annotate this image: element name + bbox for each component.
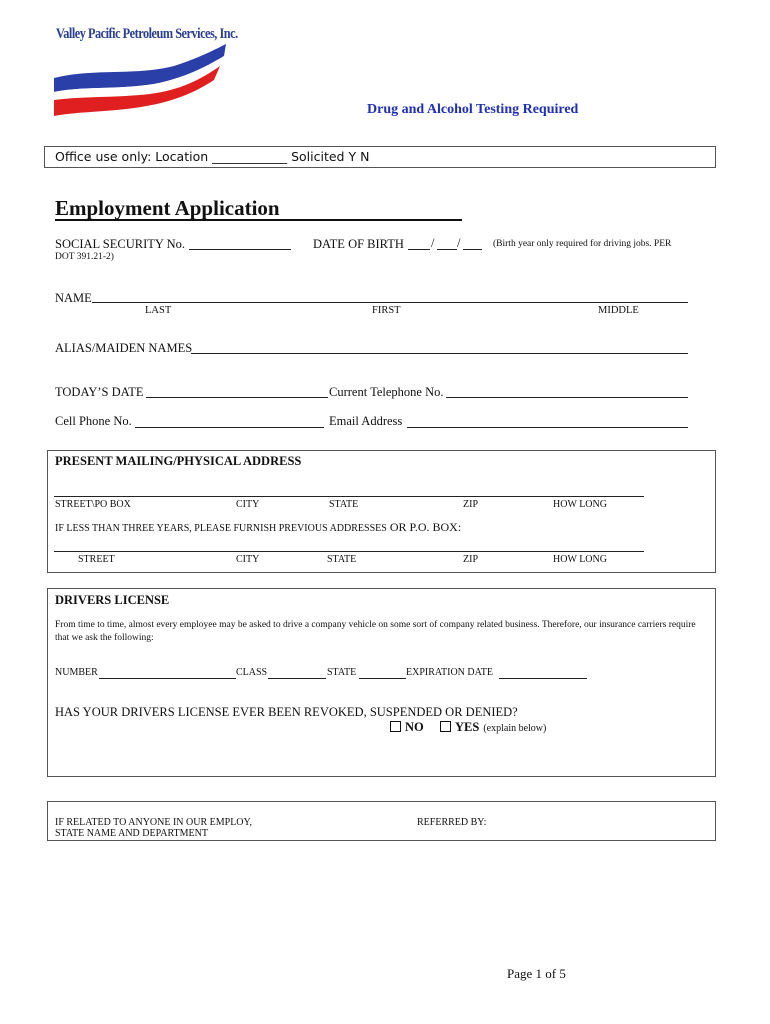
drug-testing-notice: Drug and Alcohol Testing Required <box>367 102 579 117</box>
license-state-field[interactable] <box>359 666 406 679</box>
prev-howlong-label: HOW LONG <box>553 554 607 565</box>
prev-city-label: CITY <box>236 554 260 565</box>
referred-by-label: REFERRED BY: <box>417 817 487 828</box>
title-underline <box>55 219 462 221</box>
address-section <box>47 450 716 573</box>
license-number-field[interactable] <box>99 666 236 679</box>
license-number-label: NUMBER <box>55 667 98 678</box>
checkbox-icon[interactable] <box>440 721 451 732</box>
today-date-label: TODAY’S DATE <box>55 385 144 399</box>
related-label-line2: STATE NAME AND DEPARTMENT <box>55 828 208 839</box>
ssn-field[interactable] <box>189 235 291 250</box>
phone-field[interactable] <box>446 383 688 398</box>
license-heading: DRIVERS LICENSE <box>55 593 170 607</box>
name-first-label: FIRST <box>372 305 401 316</box>
office-use-text: Office use only: Location ____________ Solicited Y N <box>55 149 370 164</box>
address-heading: PRESENT MAILING/PHYSICAL ADDRESS <box>55 454 302 468</box>
address-street-label: STREET\PO BOX <box>55 499 131 510</box>
flag-swoosh-icon <box>54 38 234 118</box>
license-intro: From time to time, almost every employee may be asked to drive a company vehicle on some sort of company related business. Therefore, our insurance carriers require that we ask the following: <box>55 620 696 643</box>
page-title: Employment Application <box>55 196 280 220</box>
drivers-license-section <box>47 588 716 777</box>
address-line-1[interactable] <box>54 482 644 497</box>
address-state-label: STATE <box>329 499 359 510</box>
email-field[interactable] <box>407 413 688 428</box>
alias-field[interactable] <box>191 339 688 354</box>
ssn-label: SOCIAL SECURITY No. <box>55 237 185 251</box>
dob-sep-2: / <box>457 236 461 250</box>
checkbox-icon[interactable] <box>390 721 401 732</box>
dob-label: DATE OF BIRTH <box>313 237 404 251</box>
company-logo <box>54 24 238 119</box>
dob-sep-1: / <box>431 236 435 250</box>
dob-note-cont: DOT 391.21-2) <box>55 252 114 262</box>
email-label: Email Address <box>329 414 403 428</box>
address-line-2[interactable] <box>54 537 644 552</box>
address-city-label: CITY <box>236 499 260 510</box>
license-class-label: CLASS <box>236 667 268 678</box>
license-yes-option[interactable]: YES (explain below) <box>440 718 546 736</box>
previous-address-note: IF LESS THAN THREE YEARS, PLEASE FURNISH PREVIOUS ADDRESSES OR P.O. BOX: <box>55 520 462 534</box>
prev-state-label: STATE <box>327 554 357 565</box>
prev-zip-label: ZIP <box>463 554 478 565</box>
name-field[interactable] <box>92 288 688 303</box>
related-label-line1: IF RELATED TO ANYONE IN OUR EMPLOY, <box>55 817 252 828</box>
page-number: Page 1 of 5 <box>507 966 566 981</box>
office-use-box <box>44 146 716 168</box>
company-name: Valley Pacific Petroleum Services, Inc. <box>56 26 238 42</box>
alias-label: ALIAS/MAIDEN NAMES <box>55 341 193 355</box>
license-class-field[interactable] <box>268 666 326 679</box>
dob-day-field[interactable] <box>437 235 457 250</box>
address-howlong-label: HOW LONG <box>553 499 607 510</box>
address-zip-label: ZIP <box>463 499 478 510</box>
cell-label: Cell Phone No. <box>55 414 132 428</box>
prev-street-label: STREET <box>78 554 115 565</box>
name-middle-label: MIDDLE <box>598 305 639 316</box>
today-date-field[interactable] <box>146 383 328 398</box>
dob-year-field[interactable] <box>463 235 482 250</box>
cell-field[interactable] <box>135 413 324 428</box>
dob-month-field[interactable] <box>408 235 430 250</box>
license-state-label: STATE <box>327 667 357 678</box>
related-section <box>47 801 716 841</box>
dob-note: (Birth year only required for driving jobs. PER <box>493 239 672 249</box>
license-expiration-field[interactable] <box>499 666 587 679</box>
phone-label: Current Telephone No. <box>329 385 444 399</box>
license-revoked-question: HAS YOUR DRIVERS LICENSE EVER BEEN REVOKED, SUSPENDED OR DENIED? <box>55 705 518 719</box>
license-expiration-label: EXPIRATION DATE <box>406 667 493 678</box>
name-label: NAME <box>55 291 92 305</box>
name-last-label: LAST <box>145 305 172 316</box>
license-no-option[interactable]: NO <box>390 718 424 736</box>
